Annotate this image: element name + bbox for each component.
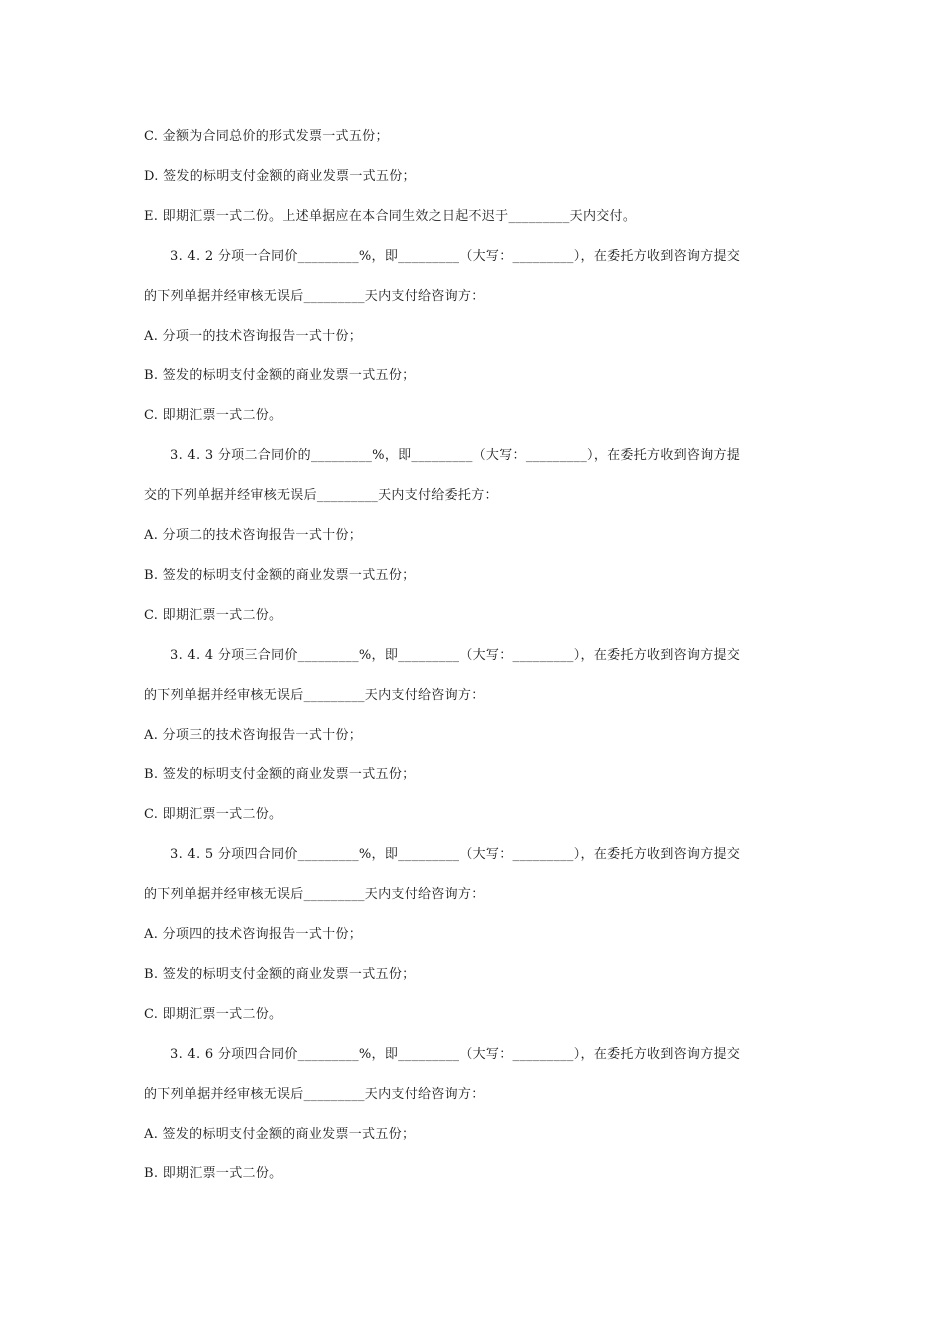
- document-line: 交的下列单据并经审核无误后_________天内支付给委托方：: [144, 488, 498, 503]
- document-line: A. 分项二的技术咨询报告一式十份；: [144, 528, 363, 543]
- document-line: 的下列单据并经审核无误后_________天内支付给咨询方：: [144, 887, 485, 902]
- document-line: A. 分项四的技术咨询报告一式十份；: [144, 927, 363, 942]
- clause-heading-line: 3. 4. 4 分项三合同价_________%，即_________（大写：_________），在委托方收到咨询方提交: [170, 648, 741, 663]
- document-line: B. 签发的标明支付金额的商业发票一式五份；: [144, 568, 416, 583]
- document-line: B. 签发的标明支付金额的商业发票一式五份；: [144, 767, 416, 782]
- document-line: C. 即期汇票一式二份。: [144, 608, 283, 623]
- clause-heading-line: 3. 4. 5 分项四合同价_________%，即_________（大写：_________），在委托方收到咨询方提交: [170, 847, 741, 862]
- document-line: A. 分项一的技术咨询报告一式十份；: [144, 329, 363, 344]
- document-line: B. 签发的标明支付金额的商业发票一式五份；: [144, 368, 416, 383]
- document-line: A. 签发的标明支付金额的商业发票一式五份；: [144, 1127, 416, 1142]
- document-line: E. 即期汇票一式二份。上述单据应在本合同生效之日起不迟于_________天内交付。: [144, 209, 637, 224]
- document-line: C. 即期汇票一式二份。: [144, 408, 283, 423]
- document-line: B. 签发的标明支付金额的商业发票一式五份；: [144, 967, 416, 982]
- clause-heading-line: 3. 4. 3 分项二合同价的_________%，即_________（大写：_________），在委托方收到咨询方提: [170, 448, 741, 463]
- document-line: D. 签发的标明支付金额的商业发票一式五份；: [144, 169, 416, 184]
- document-line: C. 金额为合同总价的形式发票一式五份；: [144, 129, 389, 144]
- document-line: C. 即期汇票一式二份。: [144, 1007, 283, 1022]
- document-line: C. 即期汇票一式二份。: [144, 807, 283, 822]
- clause-heading-line: 3. 4. 6 分项四合同价_________%，即_________（大写：_________），在委托方收到咨询方提交: [170, 1047, 741, 1062]
- document-line: B. 即期汇票一式二份。: [144, 1166, 283, 1181]
- document-line: A. 分项三的技术咨询报告一式十份；: [144, 728, 363, 743]
- clause-heading-line: 3. 4. 2 分项一合同价_________%，即_________（大写：_________），在委托方收到咨询方提交: [170, 249, 741, 264]
- document-line: 的下列单据并经审核无误后_________天内支付给咨询方：: [144, 1087, 485, 1102]
- document-line: 的下列单据并经审核无误后_________天内支付给咨询方：: [144, 688, 485, 703]
- document-line: 的下列单据并经审核无误后_________天内支付给咨询方：: [144, 289, 485, 304]
